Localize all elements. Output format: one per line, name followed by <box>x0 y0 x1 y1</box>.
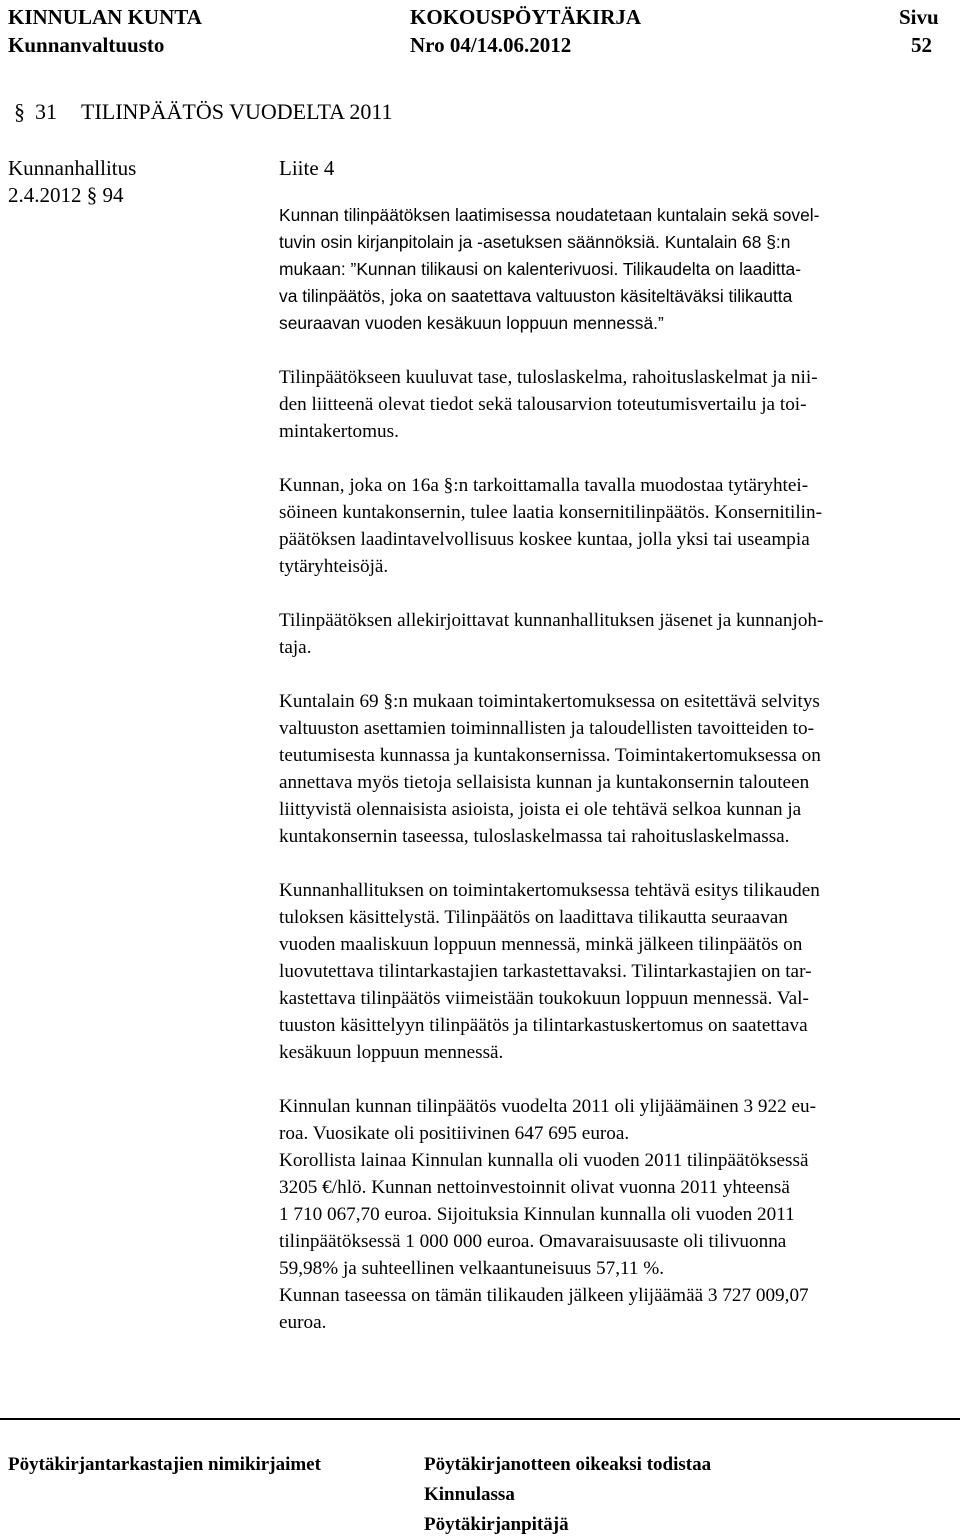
text-line: liittyvistä olennaisista asioista, joista ei ole tehtävä selkoa kunnan ja <box>279 799 802 820</box>
text-line: Kinnulan kunnan tilinpäätös vuodelta 2011 oli ylijäämäinen 3 922 eu- <box>279 1096 816 1117</box>
attachment-reference: Liite 4 <box>279 156 335 180</box>
text-line: Tilinpäätökseen kuuluvat tase, tuloslaskelma, rahoituslaskelmat ja nii- <box>279 367 818 388</box>
footer-place: Kinnulassa <box>424 1484 515 1505</box>
paragraph-surplus <box>279 1282 947 1336</box>
text-line: mukaan: ”Kunnan tilikausi on kalenterivuosi. Tilikaudelta on laaditta- <box>279 259 802 279</box>
previous-handling-date: 2.4.2012 <box>8 183 82 207</box>
text-line: luovutettava tilintarkastajien tarkastettavaksi. Tilintarkastajien on tar- <box>279 961 812 982</box>
paragraph-legal-basis <box>279 202 947 337</box>
section-title-text: TILINPÄÄTÖS VUODELTA 2011 <box>81 99 393 124</box>
paragraph-consolidated <box>279 472 947 580</box>
text-line: seuraavan vuoden kesäkuun loppuun mennessä.” <box>279 313 664 333</box>
previous-handling-number: 94 <box>102 183 124 207</box>
paragraph-schedule <box>279 877 947 1066</box>
footer-secretary: Pöytäkirjanpitäjä <box>424 1514 569 1535</box>
footer-inspectors-initials: Pöytäkirjantarkastajien nimikirjaimet <box>8 1454 321 1475</box>
text-line: kuntakonsernin taseessa, tuloslaskelmassa tai rahoituslaskelmassa. <box>279 826 790 847</box>
text-line: Kunnanhallituksen on toimintakertomuksessa tehtävä esitys tilikauden <box>279 880 820 901</box>
text-line: Kuntalain 69 §:n mukaan toimintakertomuksessa on esitettävä selvitys <box>279 691 820 712</box>
text-line: söineen kuntakonsernin, tulee laatia konsernitilinpäätös. Konsernitilin- <box>279 502 822 523</box>
text-line: euroa. <box>279 1312 327 1333</box>
text-line: tytäryhteisöjä. <box>279 556 389 577</box>
text-line: teutumisesta kunnassa ja kuntakonsernissa. Toimintakertomuksessa on <box>279 745 821 766</box>
text-line: tilinpäätöksessä 1 000 000 euroa. Omavaraisuusaste oli tilivuonna <box>279 1231 787 1252</box>
minutes-body <box>279 202 947 1336</box>
previous-handling-symbol: § <box>86 183 98 207</box>
footer-certification: Pöytäkirjanotteen oikeaksi todistaa <box>424 1454 712 1475</box>
text-line: Tilinpäätöksen allekirjoittavat kunnanhallituksen jäsenet ja kunnanjoh- <box>279 610 824 631</box>
text-line: va tilinpäätös, joka on saatettava valtuuston käsiteltäväksi tilikautta <box>279 286 793 306</box>
paragraph-contents <box>279 364 947 445</box>
text-line: mintakertomus. <box>279 421 399 442</box>
text-line: roa. Vuosikate oli positiivinen 647 695 euroa. <box>279 1123 630 1144</box>
text-line: taja. <box>279 637 312 658</box>
section-title <box>14 98 393 126</box>
paragraph-signatures <box>279 607 947 661</box>
header-page-number: 52 <box>911 33 932 57</box>
text-line: 3205 €/hlö. Kunnan nettoinvestoinnit olivat vuonna 2011 yhteensä <box>279 1177 790 1198</box>
text-line: Kunnan taseessa on tämän tilikauden jälkeen ylijäämää 3 727 009,07 <box>279 1285 809 1306</box>
text-line: tuvin osin kirjanpitolain ja -asetuksen säännöksiä. Kuntalain 68 §:n <box>279 232 791 252</box>
paragraph-key-figures <box>279 1147 947 1282</box>
header-doc-type: KOKOUSPÖYTÄKIRJA <box>410 5 642 29</box>
text-line: tuloksen käsittelystä. Tilinpäätös on laadittava tilikautta seuraavan <box>279 907 788 928</box>
section-symbol: § <box>14 99 25 124</box>
header-organ: Kunnanvaltuusto <box>8 33 165 57</box>
previous-handling-body: Kunnanhallitus <box>8 156 137 180</box>
text-line: vuoden maaliskuun loppuun mennessä, minkä jälkeen tilinpäätös on <box>279 934 803 955</box>
text-line: Korollista lainaa Kinnulan kunnalla oli vuoden 2011 tilinpäätöksessä <box>279 1150 809 1171</box>
text-line: 1 710 067,70 euroa. Sijoituksia Kinnulan kunnalla oli vuoden 2011 <box>279 1204 795 1225</box>
text-line: den liitteenä olevat tiedot sekä talousarvion toteutumisvertailu ja toi- <box>279 394 807 415</box>
text-line: kastettava tilinpäätös viimeistään toukokuun loppuun mennessä. Val- <box>279 988 809 1009</box>
header-meeting-number: Nro 04/14.06.2012 <box>410 33 572 57</box>
paragraph-result <box>279 1093 947 1147</box>
text-line: annettava myös tietoja sellaisista kunnan ja kuntakonsernin talouteen <box>279 772 810 793</box>
text-line: tuuston käsittelyyn tilinpäätös ja tilintarkastuskertomus on saatettava <box>279 1015 808 1036</box>
text-line: Kunnan, joka on 16a §:n tarkoittamalla tavalla muodostaa tytäryhtei- <box>279 475 809 496</box>
text-line: päätöksen laadintavelvollisuus koskee kuntaa, jolla yksi tai useampia <box>279 529 810 550</box>
header-page-label: Sivu <box>899 5 939 29</box>
footer-divider <box>0 1418 960 1420</box>
paragraph-annual-report <box>279 688 947 850</box>
text-line: valtuuston asettamien toiminnallisten ja taloudellisten tavoitteiden to- <box>279 718 815 739</box>
text-line: kesäkuun loppuun mennessä. <box>279 1042 504 1063</box>
section-number: 31 <box>35 99 57 124</box>
text-line: 59,98% ja suhteellinen velkaantuneisuus 57,11 %. <box>279 1258 665 1279</box>
header-municipality: KINNULAN KUNTA <box>8 5 202 29</box>
previous-handling-ref <box>8 182 124 208</box>
text-line: Kunnan tilinpäätöksen laatimisessa noudatetaan kuntalain sekä sovel- <box>279 205 820 225</box>
